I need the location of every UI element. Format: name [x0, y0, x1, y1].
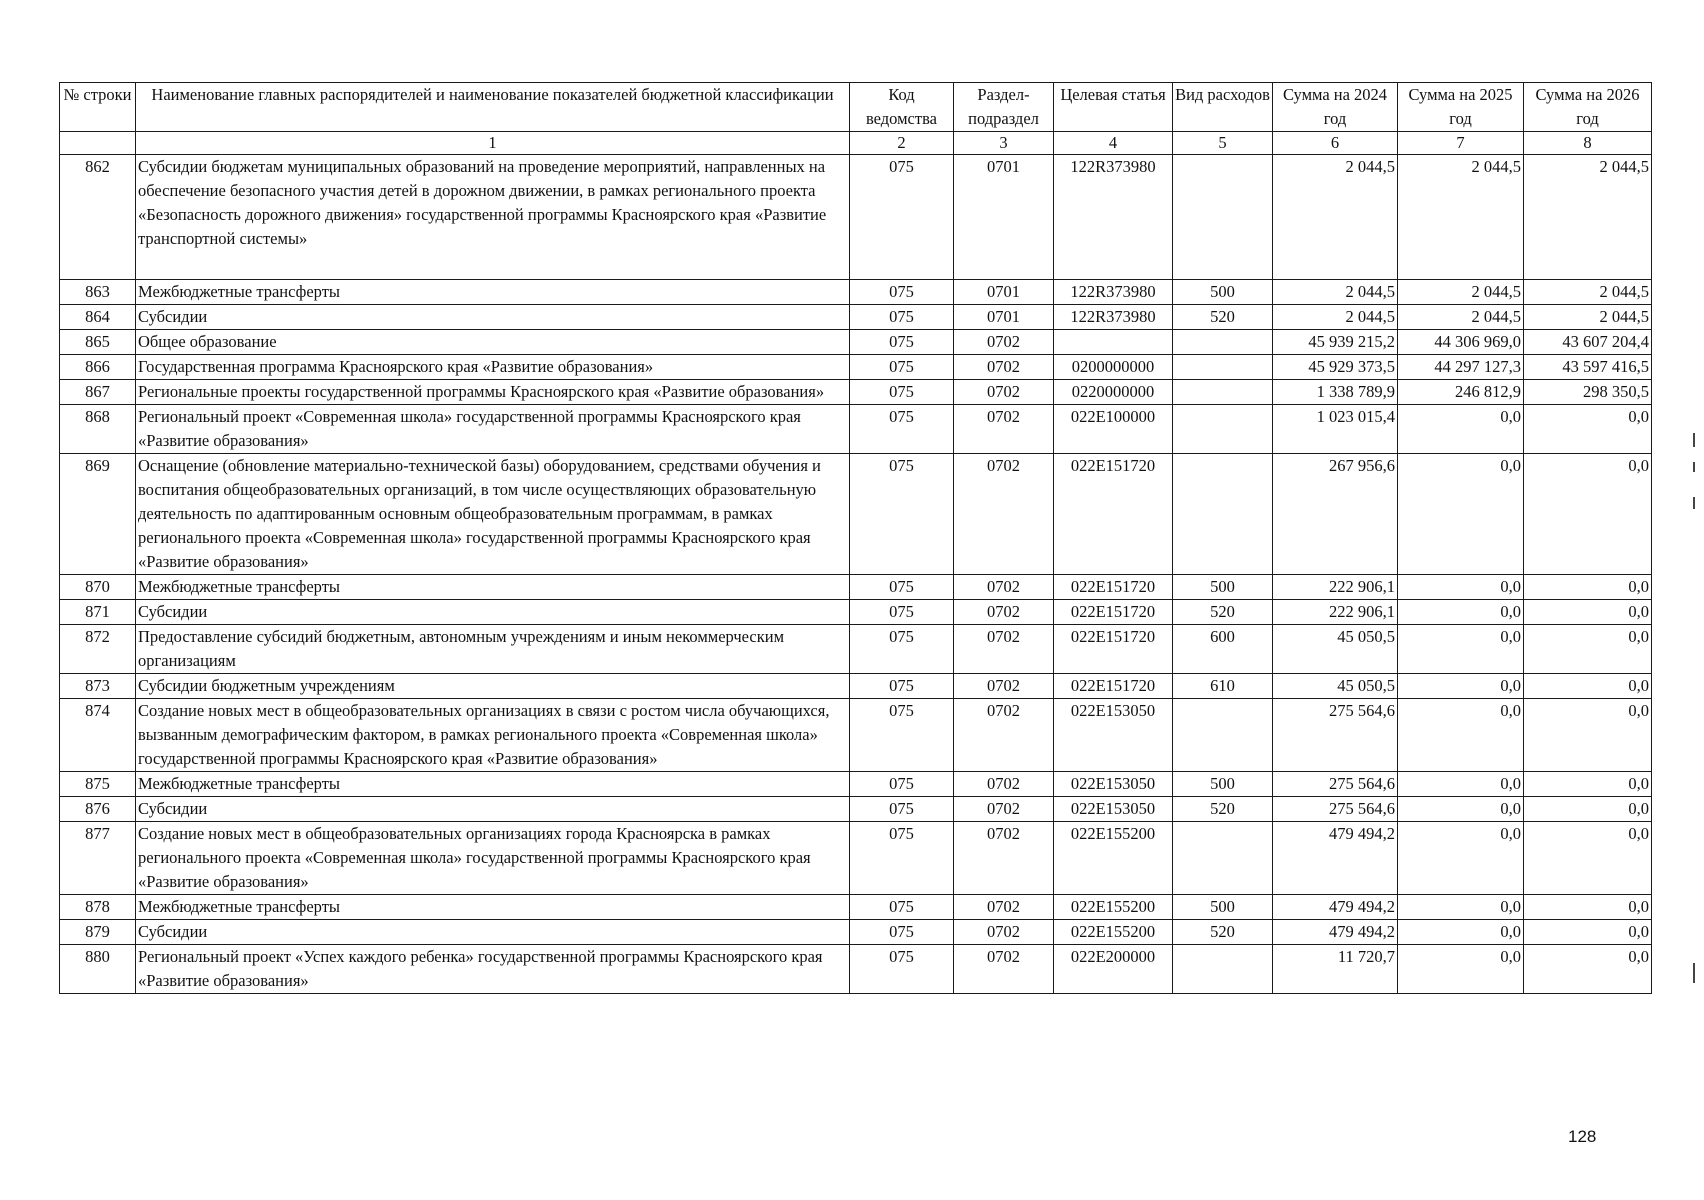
target-article-cell: 0220000000: [1054, 380, 1173, 405]
sum-2025-cell: 0,0: [1398, 699, 1524, 772]
row-number-cell: 878: [60, 895, 136, 920]
row-number-cell: 880: [60, 945, 136, 994]
section-code-cell: 0702: [954, 355, 1054, 380]
column-number: 3: [954, 132, 1054, 155]
expense-type-cell: 600: [1173, 625, 1273, 674]
indicator-name-cell: Субсидии: [136, 305, 850, 330]
section-code-cell: 0701: [954, 155, 1054, 280]
row-number-cell: 869: [60, 454, 136, 575]
table-row: [60, 380, 1652, 405]
indicator-name-cell: Межбюджетные трансферты: [136, 575, 850, 600]
scan-edge-mark: [1693, 462, 1695, 472]
target-article-cell: 022E151720: [1054, 625, 1173, 674]
sum-2025-cell: 2 044,5: [1398, 280, 1524, 305]
row-number-cell: 866: [60, 355, 136, 380]
expense-type-cell: [1173, 330, 1273, 355]
table-row: [60, 822, 1652, 895]
column-number: [60, 132, 136, 155]
target-article-cell: 022E155200: [1054, 920, 1173, 945]
table-row: [60, 674, 1652, 699]
scan-edge-mark: [1693, 433, 1695, 447]
sum-2025-cell: 2 044,5: [1398, 155, 1524, 280]
dept-code-cell: 075: [850, 575, 954, 600]
indicator-name-cell: Субсидии: [136, 797, 850, 822]
dept-code-cell: 075: [850, 305, 954, 330]
sum-2024-cell: 45 050,5: [1273, 674, 1398, 699]
expense-type-cell: 500: [1173, 575, 1273, 600]
sum-2025-cell: 44 306 969,0: [1398, 330, 1524, 355]
section-code-cell: 0702: [954, 945, 1054, 994]
dept-code-cell: 075: [850, 674, 954, 699]
sum-2025-cell: 0,0: [1398, 945, 1524, 994]
dept-code-cell: 075: [850, 822, 954, 895]
scan-edge-mark: [1693, 497, 1695, 509]
expense-type-cell: [1173, 355, 1273, 380]
sum-2024-cell: 275 564,6: [1273, 699, 1398, 772]
sum-2026-cell: 2 044,5: [1524, 155, 1652, 280]
sum-2024-cell: 267 956,6: [1273, 454, 1398, 575]
expense-type-cell: 520: [1173, 797, 1273, 822]
target-article-cell: 022E151720: [1054, 674, 1173, 699]
sum-2025-cell: 0,0: [1398, 600, 1524, 625]
sum-2025-cell: 246 812,9: [1398, 380, 1524, 405]
row-number-cell: 863: [60, 280, 136, 305]
section-code-cell: 0702: [954, 772, 1054, 797]
sum-2026-cell: 0,0: [1524, 674, 1652, 699]
target-article-cell: 022E153050: [1054, 699, 1173, 772]
sum-2026-cell: 298 350,5: [1524, 380, 1652, 405]
section-code-cell: 0701: [954, 280, 1054, 305]
sum-2024-cell: 1 338 789,9: [1273, 380, 1398, 405]
table-row: [60, 575, 1652, 600]
dept-code-cell: 075: [850, 280, 954, 305]
row-number-cell: 873: [60, 674, 136, 699]
header-sum-2024: Сумма на 2024 год: [1273, 83, 1398, 132]
section-code-cell: 0702: [954, 699, 1054, 772]
sum-2025-cell: 2 044,5: [1398, 305, 1524, 330]
table-row: [60, 454, 1652, 575]
indicator-name-cell: Региональный проект «Успех каждого ребенка» государственной программы Красноярского края «Развитие образования»: [136, 945, 850, 994]
table-row: [60, 280, 1652, 305]
expense-type-cell: 520: [1173, 305, 1273, 330]
indicator-name-cell: Региональный проект «Современная школа» государственной программы Красноярского края «Развитие образования»: [136, 405, 850, 454]
sum-2026-cell: 43 607 204,4: [1524, 330, 1652, 355]
header-name: Наименование главных распорядителей и наименование показателей бюджетной классификации: [136, 83, 850, 132]
sum-2026-cell: 0,0: [1524, 575, 1652, 600]
indicator-name-cell: Создание новых мест в общеобразовательных организациях города Красноярска в рамках регионального проекта «Современная школа» государственной программы Красноярского края «Развитие образования»: [136, 822, 850, 895]
header-sum-2025: Сумма на 2025 год: [1398, 83, 1524, 132]
table-row: [60, 945, 1652, 994]
target-article-cell: 022E153050: [1054, 797, 1173, 822]
indicator-name-cell: Государственная программа Красноярского края «Развитие образования»: [136, 355, 850, 380]
sum-2024-cell: 275 564,6: [1273, 772, 1398, 797]
table-row: [60, 330, 1652, 355]
dept-code-cell: 075: [850, 625, 954, 674]
indicator-name-cell: Общее образование: [136, 330, 850, 355]
sum-2026-cell: 0,0: [1524, 822, 1652, 895]
sum-2024-cell: 2 044,5: [1273, 305, 1398, 330]
expense-type-cell: [1173, 699, 1273, 772]
header-section: Раздел-подраздел: [954, 83, 1054, 132]
row-number-cell: 867: [60, 380, 136, 405]
header-expense-type: Вид расходов: [1173, 83, 1273, 132]
expense-type-cell: 610: [1173, 674, 1273, 699]
sum-2024-cell: 479 494,2: [1273, 920, 1398, 945]
sum-2025-cell: 0,0: [1398, 405, 1524, 454]
sum-2024-cell: 275 564,6: [1273, 797, 1398, 822]
indicator-name-cell: Межбюджетные трансферты: [136, 895, 850, 920]
dept-code-cell: 075: [850, 895, 954, 920]
expense-type-cell: 500: [1173, 280, 1273, 305]
row-number-cell: 865: [60, 330, 136, 355]
column-number: 7: [1398, 132, 1524, 155]
section-code-cell: 0702: [954, 330, 1054, 355]
target-article-cell: 022E151720: [1054, 575, 1173, 600]
expense-type-cell: 500: [1173, 772, 1273, 797]
table-row: [60, 920, 1652, 945]
sum-2024-cell: 2 044,5: [1273, 155, 1398, 280]
expense-type-cell: [1173, 454, 1273, 575]
sum-2026-cell: 0,0: [1524, 600, 1652, 625]
target-article-cell: 022E100000: [1054, 405, 1173, 454]
sum-2024-cell: 479 494,2: [1273, 822, 1398, 895]
target-article-cell: 122R373980: [1054, 155, 1173, 280]
sum-2025-cell: 44 297 127,3: [1398, 355, 1524, 380]
table-row: [60, 699, 1652, 772]
dept-code-cell: 075: [850, 920, 954, 945]
target-article-cell: 022E200000: [1054, 945, 1173, 994]
dept-code-cell: 075: [850, 155, 954, 280]
section-code-cell: 0702: [954, 405, 1054, 454]
column-number: 2: [850, 132, 954, 155]
target-article-cell: 022E151720: [1054, 600, 1173, 625]
sum-2024-cell: 45 929 373,5: [1273, 355, 1398, 380]
table-row: [60, 600, 1652, 625]
sum-2024-cell: 11 720,7: [1273, 945, 1398, 994]
sum-2026-cell: 0,0: [1524, 945, 1652, 994]
header-target: Целевая статья: [1054, 83, 1173, 132]
indicator-name-cell: Субсидии бюджетам муниципальных образований на проведение мероприятий, направленных на обеспечение безопасного участия детей в дорожном движении, в рамках регионального проекта «Безопасность дорожного движения» государственной программы Красноярского края «Развитие транспортной системы»: [136, 155, 850, 280]
indicator-name-cell: Создание новых мест в общеобразовательных организациях в связи с ростом числа обучающихся, вызванным демографическим фактором, в рамках регионального проекта «Современная школа» государственной программы Красноярского края «Развитие образования»: [136, 699, 850, 772]
row-number-cell: 862: [60, 155, 136, 280]
header-dept-code: Код ведомства: [850, 83, 954, 132]
table-row: [60, 625, 1652, 674]
header-row-no: № строки: [60, 83, 136, 132]
header-row: [60, 83, 1652, 132]
table-row: [60, 895, 1652, 920]
dept-code-cell: 075: [850, 405, 954, 454]
dept-code-cell: 075: [850, 797, 954, 822]
column-number: 8: [1524, 132, 1652, 155]
sum-2025-cell: 0,0: [1398, 625, 1524, 674]
dept-code-cell: 075: [850, 454, 954, 575]
sum-2026-cell: 2 044,5: [1524, 280, 1652, 305]
sum-2024-cell: 222 906,1: [1273, 600, 1398, 625]
sum-2025-cell: 0,0: [1398, 920, 1524, 945]
dept-code-cell: 075: [850, 772, 954, 797]
expense-type-cell: 500: [1173, 895, 1273, 920]
column-number: 6: [1273, 132, 1398, 155]
section-code-cell: 0702: [954, 575, 1054, 600]
dept-code-cell: 075: [850, 355, 954, 380]
sum-2024-cell: 45 050,5: [1273, 625, 1398, 674]
dept-code-cell: 075: [850, 945, 954, 994]
dept-code-cell: 075: [850, 330, 954, 355]
target-article-cell: 022E155200: [1054, 895, 1173, 920]
indicator-name-cell: Субсидии бюджетным учреждениям: [136, 674, 850, 699]
column-number-row: [60, 132, 1652, 155]
target-article-cell: 022E155200: [1054, 822, 1173, 895]
indicator-name-cell: Субсидии: [136, 600, 850, 625]
row-number-cell: 877: [60, 822, 136, 895]
table-row: [60, 405, 1652, 454]
target-article-cell: [1054, 330, 1173, 355]
table-row: [60, 305, 1652, 330]
header-sum-2026: Сумма на 2026 год: [1524, 83, 1652, 132]
sum-2024-cell: 45 939 215,2: [1273, 330, 1398, 355]
indicator-name-cell: Региональные проекты государственной программы Красноярского края «Развитие образования»: [136, 380, 850, 405]
section-code-cell: 0702: [954, 920, 1054, 945]
expense-type-cell: [1173, 380, 1273, 405]
table-row: [60, 155, 1652, 280]
sum-2025-cell: 0,0: [1398, 822, 1524, 895]
section-code-cell: 0702: [954, 625, 1054, 674]
row-number-cell: 868: [60, 405, 136, 454]
row-number-cell: 872: [60, 625, 136, 674]
budget-table: [59, 82, 1652, 994]
table-row: [60, 772, 1652, 797]
section-code-cell: 0702: [954, 454, 1054, 575]
sum-2025-cell: 0,0: [1398, 454, 1524, 575]
expense-type-cell: 520: [1173, 600, 1273, 625]
sum-2024-cell: 2 044,5: [1273, 280, 1398, 305]
row-number-cell: 876: [60, 797, 136, 822]
sum-2024-cell: 1 023 015,4: [1273, 405, 1398, 454]
target-article-cell: 022E151720: [1054, 454, 1173, 575]
expense-type-cell: [1173, 945, 1273, 994]
sum-2026-cell: 0,0: [1524, 797, 1652, 822]
indicator-name-cell: Предоставление субсидий бюджетным, автономным учреждениям и иным некоммерческим организациям: [136, 625, 850, 674]
sum-2025-cell: 0,0: [1398, 575, 1524, 600]
sum-2026-cell: 43 597 416,5: [1524, 355, 1652, 380]
row-number-cell: 870: [60, 575, 136, 600]
sum-2026-cell: 0,0: [1524, 699, 1652, 772]
target-article-cell: 122R373980: [1054, 305, 1173, 330]
sum-2025-cell: 0,0: [1398, 772, 1524, 797]
section-code-cell: 0702: [954, 822, 1054, 895]
dept-code-cell: 075: [850, 699, 954, 772]
page-number: 128: [1568, 1127, 1597, 1146]
column-number: 1: [136, 132, 850, 155]
table-row: [60, 355, 1652, 380]
row-number-cell: 864: [60, 305, 136, 330]
section-code-cell: 0702: [954, 600, 1054, 625]
sum-2025-cell: 0,0: [1398, 895, 1524, 920]
sum-2026-cell: 0,0: [1524, 405, 1652, 454]
sum-2026-cell: 0,0: [1524, 895, 1652, 920]
column-number: 5: [1173, 132, 1273, 155]
table-row: [60, 797, 1652, 822]
section-code-cell: 0702: [954, 895, 1054, 920]
sum-2026-cell: 0,0: [1524, 454, 1652, 575]
sum-2025-cell: 0,0: [1398, 674, 1524, 699]
sum-2025-cell: 0,0: [1398, 797, 1524, 822]
indicator-name-cell: Субсидии: [136, 920, 850, 945]
expense-type-cell: 520: [1173, 920, 1273, 945]
target-article-cell: 0200000000: [1054, 355, 1173, 380]
sum-2026-cell: 0,0: [1524, 772, 1652, 797]
target-article-cell: 122R373980: [1054, 280, 1173, 305]
row-number-cell: 874: [60, 699, 136, 772]
column-number: 4: [1054, 132, 1173, 155]
indicator-name-cell: Межбюджетные трансферты: [136, 772, 850, 797]
row-number-cell: 875: [60, 772, 136, 797]
sum-2026-cell: 0,0: [1524, 920, 1652, 945]
target-article-cell: 022E153050: [1054, 772, 1173, 797]
sum-2026-cell: 2 044,5: [1524, 305, 1652, 330]
sum-2024-cell: 222 906,1: [1273, 575, 1398, 600]
row-number-cell: 871: [60, 600, 136, 625]
section-code-cell: 0701: [954, 305, 1054, 330]
expense-type-cell: [1173, 405, 1273, 454]
section-code-cell: 0702: [954, 797, 1054, 822]
expense-type-cell: [1173, 155, 1273, 280]
section-code-cell: 0702: [954, 674, 1054, 699]
sum-2024-cell: 479 494,2: [1273, 895, 1398, 920]
dept-code-cell: 075: [850, 380, 954, 405]
expense-type-cell: [1173, 822, 1273, 895]
indicator-name-cell: Оснащение (обновление материально-технической базы) оборудованием, средствами обучения и воспитания общеобразовательных организаций, в том числе осуществляющих образовательную деятельность по адаптированным основным общеобразовательным программам, в рамках регионального проекта «Современная школа» государственной программы Красноярского края «Развитие образования»: [136, 454, 850, 575]
indicator-name-cell: Межбюджетные трансферты: [136, 280, 850, 305]
sum-2026-cell: 0,0: [1524, 625, 1652, 674]
row-number-cell: 879: [60, 920, 136, 945]
scan-edge-mark: [1693, 963, 1695, 983]
section-code-cell: 0702: [954, 380, 1054, 405]
dept-code-cell: 075: [850, 600, 954, 625]
